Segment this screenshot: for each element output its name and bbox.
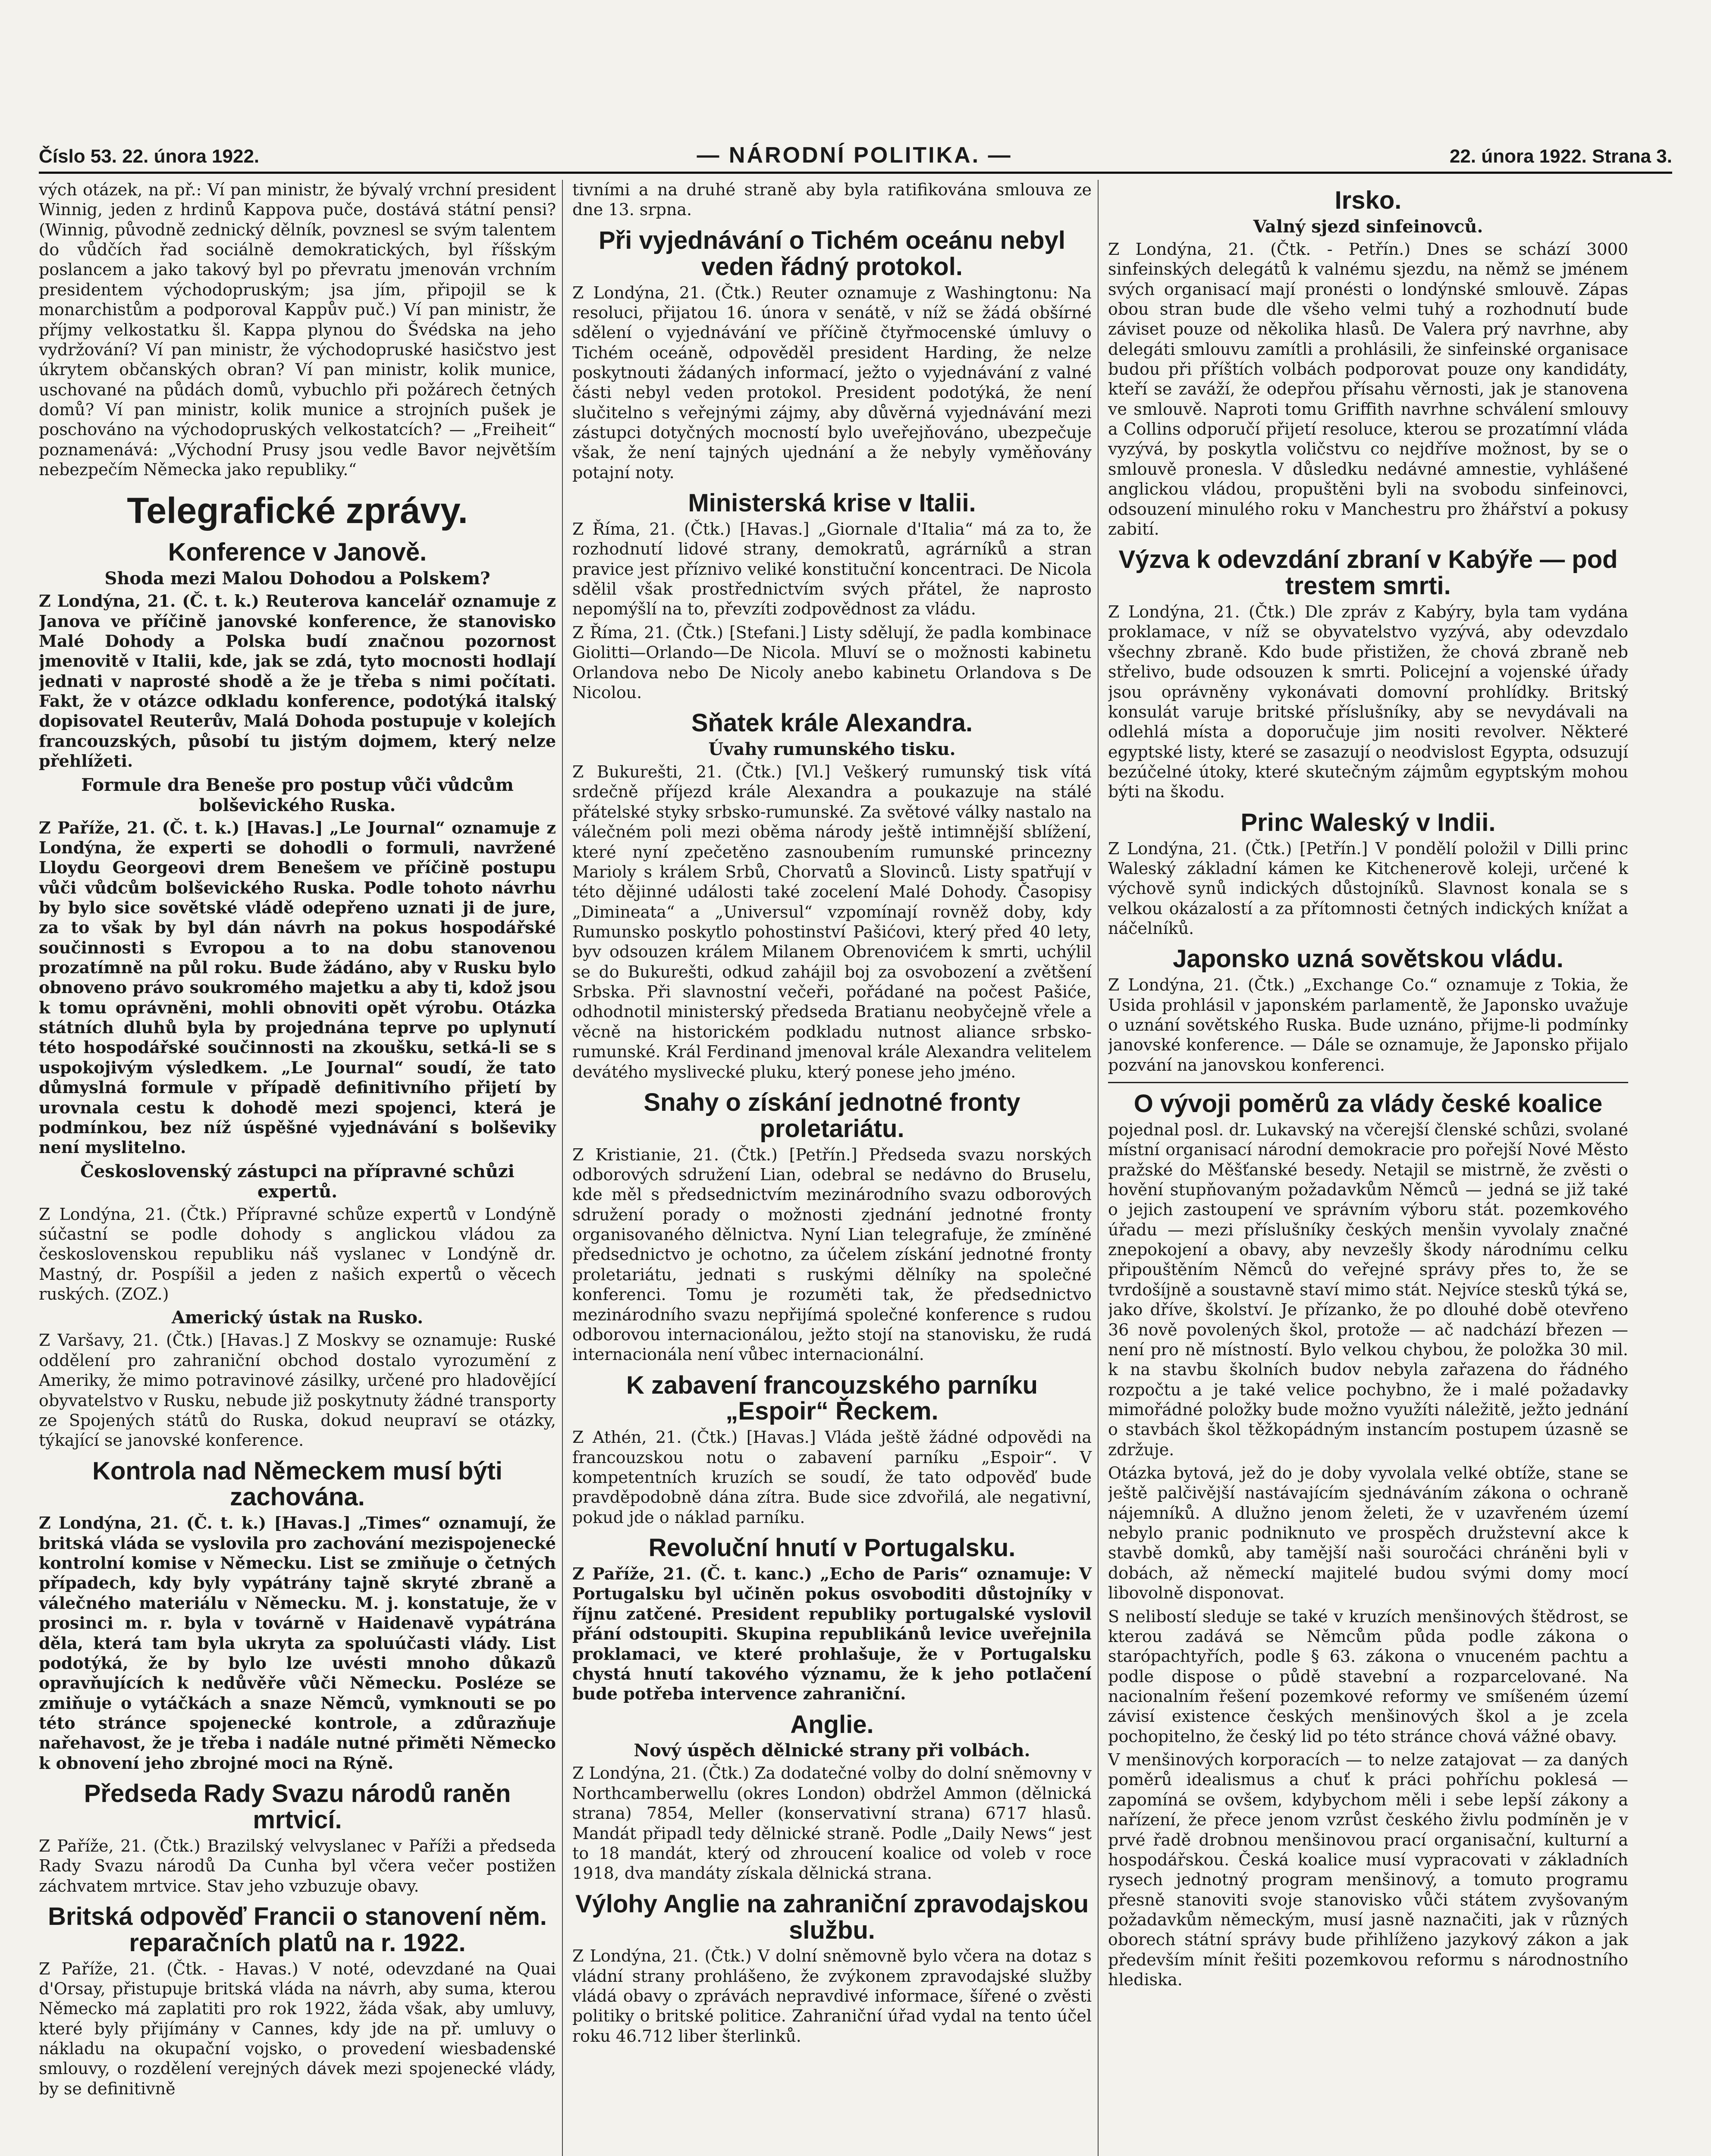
article-headline: Anglie. (790, 1710, 874, 1739)
newspaper-title: — NÁRODNÍ POLITIKA. — (697, 143, 1012, 168)
article-body: Z Londýna, 21. (Čtk. - Petřín.) Dnes se schází 3000 sinfeinských delegátů k valnému sjezdu, na němž se jménem svých organisací mají pronésti o londýnské smlouvě. Zápas obou stran bude dle všeho velmi tuhý a rozhodnutí bude záviset pouze od několika hlasů. De Valera prý navrhne, aby delegáti smlouvu zamítli a prohlásili, že sinfeinské organisace budou při příštích volbách podporovat pouze ony kandidáty, kteří se zaváží, že odepřou přísahu věrnosti, jak je stanovena ve smlouvě. Naproti tomu Griffith navrhne schválení smlouvy a Collins odporučí přijetí resoluce, kterou se prozatímní vláda vyzývá, by poskytla voličstvu co nejdříve možnost, by se o smlouvě pronesla. V důsledku nedávné amnestie, vyhlášené anglickou vládou, propuštěni byli na svobodu sinfeinovci, odsouzení minulého roku v Manchestru pro žhářství a pokusy zabití. (1108, 239, 1628, 539)
column-3 (1108, 180, 1634, 2156)
article-headline: Předseda Rady Svazu národů raněn mrtvicí. (84, 1780, 511, 1834)
article-continuation: vých otázek, na př.: Ví pan ministr, že bývalý vrchní president Winnig, jeden z hrdinů Kappova puče, dostává státní pensi? (Winnig, původně zednický dělník, povznesl se svým talentem do vůdčích řad sociálně demokratických, byl říšským poslancem a jako takový byl po převratu jmenován vrchním presidentem východopruským; jsa jím, připojil se k monarchistům a podporoval Kappův puč.) Ví pan ministr, že příjmy velkostatku šl. Kappa plynou do Švédska na jeho vydržování? Ví pan ministr, že východopruské hasičstvo jest úkrytem občanských obran? Ví pan ministr, kolik munice, uschované na půdách domů, vybuchlo při požárech četných domů? Ví pan ministr, kolik munice a strojních pušek je poschováno na východopruských velkostatcích? — „Freiheit“ poznamenává: „Východní Prusy jsou vedle Bavor největším nebezpečím Německa jako republiky.“ (39, 180, 556, 479)
section-heading: Telegrafické zprávy. (127, 490, 468, 531)
article-headline: O vývoji poměrů za vlády české koalice (1133, 1090, 1603, 1118)
article-subheadline: Americký ústak na Rusko. (171, 1307, 424, 1328)
article-headline: Britská odpověď Francii o stanovení něm. reparačních platů na r. 1922. (48, 1902, 547, 1957)
article-body: Z Paříže, 21. (Čtk.) Brazilský velvyslanec v Paříži a předseda Rady Svazu národů Da Cunha byl včera večer postižen záchvatem mrtvice. Stav jeho vzbuzuje obavy. (39, 1836, 556, 1896)
article-subheadline: Nový úspěch dělnické strany při volbách. (634, 1740, 1030, 1761)
article-headline: Při vyjednávání o Tichém oceánu nebyl veden řádný protokol. (599, 226, 1065, 281)
article-body: Z Londýna, 21. (Čtk.) [Petřín.] V pondělí položil v Dilli princ Waleský základní kámen ke Kitchenerově koleji, určené k výchově synů indických důstojníků. Slavnost konala se s velkou okázalostí a za přítomnosti četných indických knížat a náčelníků. (1108, 839, 1628, 938)
article-headline: Irsko. (1334, 186, 1402, 214)
article-subheadline: Formule dra Beneše pro postup vůči vůdcům bolševického Ruska. (81, 774, 514, 815)
article-headline: Výzva k odevzdání zbraní v Kabýře — pod trestem smrti. (1118, 545, 1618, 600)
article-headline: Revoluční hnutí v Portugalsku. (648, 1534, 1016, 1562)
article-subheadline: Shoda mezi Malou Dohodou a Polskem? (104, 568, 490, 589)
column-2 (572, 180, 1099, 2156)
page-number: 22. února 1922. Strana 3. (1449, 146, 1672, 167)
article-body: Z Londýna, 21. (Čtk.) V dolní sněmovně bylo včera na dotaz s vládní strany prohlášeno, že zvýkonem zpravodajské služby vládá obavy o zprávách nepravdivé informace, šířené o zvěsti politiky o britské politice. Zahraniční úřad vydal na tento účel roku 46.712 liber šterlinků. (572, 1946, 1092, 2046)
article-body: Z Londýna, 21. (Čtk.) Reuter oznamuje z Washingtonu: Na resoluci, přijatou 16. února v senátě, v níž se žádá obšírné sdělení o vyjednávání ve příčině čtyřmocenské úmluvy o Tichém oceáně, odpověděl president Harding, že nelze poskytnouti žádaných informací, ježto o vyjednávání z valné části nebyl veden protokol. President podotýká, že není slučitelno s veřejnými zájmy, aby důvěrná vyjednávání mezi zástupci dotyčných mocností bylo uveřejňováno, ubezpečuje však, že není tajných ujednání a že nebyly vyměňovány potajní noty. (572, 283, 1092, 482)
article-body: Z Londýna, 21. (Čtk.) „Exchange Co.“ oznamuje z Tokia, že Usida prohlásil v japonském parlamentě, že Japonsko uvažuje o uznání sovětského Ruska. Bude uznáno, přijme-li podmínky janovské konference. — Dále se oznamuje, že Japonsko přijalo pozvání na janovskou konferenci. (1108, 975, 1628, 1075)
article-headline: Princ Waleský v Indii. (1240, 808, 1496, 837)
article-continuation: tivními a na druhé straně aby byla ratifikována smlouva ze dne 13. srpna. (572, 180, 1092, 219)
columns (39, 180, 1672, 2156)
article-body: V menšinových korporacích — to nelze zatajovat — za daných poměrů idealismus a chuť k práci pohříchu poklesá — zapomíná se ovšem, kdybychom měli i sebe lepší zákony a nařízení, že přece jenom vzrůst českého živlu podmíněn je v prvé řadě drobnou menšinovou prací organisační, kulturní a hospodářskou. Česká koalice musí vypracovati v základních rysech jednotný program menšinový, a tomuto programu přesně stanoviti svoje stanovisko vůči státem zvyšovaným požadavkům německým, musí jasně naznačiti, jak v různých oborech státní správy bude přihlíženo jazykový zákon a jak především mínit řešiti pozemkovou reformu s národnostního hlediska. (1108, 1750, 1628, 1990)
column-1 (39, 180, 563, 2156)
divider (1108, 1082, 1628, 1083)
article-body: Z Paříže, 21. (Čtk. - Havas.) V noté, odevzdané na Quai d'Orsay, přistupuje britská vláda na návrh, aby suma, kterou Německo má zaplatiti pro rok 1922, žáda však, aby umluvy, které byly přijímány v Cannes, kdy jde na př. umluvy o nákladu na okupační vojsko, o provedení wiesbadenské smlouvy, o rozdělení verejných dávek mezi spojenecké vlády, by se definitivně (39, 1959, 556, 2098)
article-subheadline: Úvahy rumunského tisku. (708, 739, 956, 760)
article-body: Z Londýna, 21. (Č. t. k.) Reuterova kancelář oznamuje z Janova ve příčině janovské konference, že stanovisko Malé Dohody a Polska budí značnou pozornost jmenovitě v Italii, kde, jak se zdá, tyto mocnosti hodlají jednati v naprosté shodě a že je třeba s nimi počítati. Fakt, že v otázce odkladu konference, podotýká italský dopisovatel Reuterův, Malá Dohoda postupuje v kolejích francouzských, působí tu jistým dojmem, který nelze přehlížeti. (39, 591, 556, 771)
article-headline: Ministerská krise v Italii. (688, 489, 976, 517)
article-subheadline: Valný sjezd sinfeinovců. (1253, 216, 1483, 237)
article-body: Z Athén, 21. (Čtk.) [Havas.] Vláda ještě žádné odpovědi na francouzskou notu o zabavení parníku „Espoir“. V kompetentních kruzích se soudí, že tato odpověď bude pravděpodobně dána zítra. Bude sice zdvořilá, ale negativní, pokud jde o náklad parníku. (572, 1428, 1092, 1527)
article-body: Z Londýna, 21. (Čtk.) Za dodatečné volby do dolní sněmovny v Northcamberwellu (okres London) obdržel Ammon (dělnická strana) 7854, Meller (konservativní strana) 6717 hlasů. Mandát připadl tedy dělnické straně. Podle „Daily News“ jest to 18 mandát, který od zhroucení koalice od voleb v roce 1918, dva mandáty získala dělnická strana. (572, 1764, 1092, 1883)
article-headline: Japonsko uzná sovětskou vládu. (1173, 945, 1563, 973)
article-headline: Sňatek krále Alexandra. (691, 709, 973, 737)
article-headline: K zabavení francouzského parníku „Espoir“ Řeckem. (626, 1371, 1038, 1426)
issue-number: Číslo 53. 22. února 1922. (39, 146, 260, 167)
article-body: Z Londýna, 21. (Čtk.) Dle zpráv z Kabýry, byla tam vydána proklamace, v níž se obyvatelstvo vyzývá, aby odevzdalo všechny zbraně. Kdo bude přistižen, že chová zbraně neb střelivo, bude odsouzen k smrti. Policejní a vojenské úřady jsou oprávněny vykonávati domovní prohlídky. Britský konsulát varuje britské příslušníky, aby se nevydávali na odlehlá místa a doporučuje jim nositi revolver. Některé egyptské listy, které se zasazují o neodvislost Egypta, odsuzují bezúčelné útoky, které skutečným zájmům egyptským mohou býti na škodu. (1108, 602, 1628, 802)
article-headline: Kontrola nad Německem musí býti zachována. (92, 1457, 502, 1511)
article-headline: Výlohy Anglie na zahraniční zpravodajskou službu. (575, 1890, 1089, 1944)
article-headline: Snahy o získání jednotné fronty proletariátu. (644, 1088, 1020, 1143)
article-body: Z Londýna, 21. (Č. t. k.) [Havas.] „Times“ oznamují, že britská vláda se vyslovila pro zachování mezispojenecké kontrolní komise v Německu. List se zmiňuje o četných případech, kdy byly vypátrány tajně skryté zbraně a válečného materiálu v Německu. M. j. konstatuje, že v prosinci m. r. byla v továrně v Haidenavě vypátrána děla, která tam byla ukryta za spoluúčasti vlády. List podotýká, že by bylo lze uvésti mnoho důkazů opravňujících k nedůvěře vůči Německu. Posléze se zmiňuje o vytáčkách a snaze Němců, vymknouti se po této stránce spojenecké kontrole, a zdůrazňuje nařehavost, že je třeba i nadále nutné přiměti Německo k obnovení jeho zbrojné moci na Rýně. (39, 1513, 556, 1773)
article-body: Otázka bytová, jež do je doby vyvolala velké obtíže, stane se ještě palčivější nastávajícím sjednáváním zákona o ochraně nájemníků. A dlužno jenom želeti, že v uzavřeném území nebylo pranic podniknuto ve prospěch družstevní akce k stavbě domků, aby tamější naši souročáci chráněni byli v dobách, až německí majitelé budou svými domy mocí libovolně disponovat. (1108, 1463, 1628, 1603)
article-body: pojednal posl. dr. Lukavský na včerejší členské schůzi, svolané místní organisací národní demokracie pro pořejší Nové Město pražské do Měšťanské besedy. Netajil se mistrně, že zvěsti o hovění stupňovaným požadavkům Němců — jedná se již také o jejich zastoupení ve správním výboru stát. pozemkového úřadu — mezi příslušníky českých menšin vyvolaly značné znepokojení a obavy, aby nevzešly škody národnímu celku připouštěním Němců do veřejné správy přes to, že se tvrdošíjně a soustavně staví mimo stát. Nejvíce stesků týká se, jako dříve, školství. Je přízanko, že po dlouhé době otevřeno 36 nově povolených škol, protože — ač nadchází březen — není pro ně místností. Bylo velkou chybou, že položka 30 mil. k na stavbu školních budov nebyla zařazena do řádného rozpočtu a je také velice pochybno, že i malé požadavky mimořádné položky bude možno využíti náležitě, ježto jednání o stavbách škol těžkopádným instancím postupem úzasně se zdržuje. (1108, 1120, 1628, 1459)
article-subheadline: Československý zástupci na přípravné schůzi expertů. (80, 1161, 515, 1202)
article-body: S nelibostí sleduje se také v kruzích menšinových štědrost, se kterou zadává se Němcům půda podle zákona o starópachtyřích, podle § 63. zákona o vnuceném pachtu a podle dispose o půdě stavební a rozparcelované. Na nacionalním řešení pozemkové reformy ve smíšeném území závisí existence českých menšinových škol a je zcela pochopitelno, že český lid po této stránce chová vážné obavy. (1108, 1607, 1628, 1746)
article-body: Z Říma, 21. (Čtk.) [Havas.] „Giornale d'Italia“ má za to, že rozhodnutí lidové strany, demokratů, agrárníků a stran pravice jest příznivo veliké konstituční koncentraci. De Nicola sdělil však prostřednictvím svých přátel, že naprosto nepomýšlí na to, převzíti zodpovědnost za vládu. (572, 519, 1092, 619)
masthead (39, 142, 1672, 174)
article-headline: Konference v Janově. (168, 538, 427, 567)
article-body: Z Varšavy, 21. (Čtk.) [Havas.] Z Moskvy se oznamuje: Ruské oddělení pro zahraniční obchod dostalo vyrozumění z Ameriky, že mimo potravinové zásilky, určené pro hladovějící obyvatelstvo v Rusku, nebude již poskytnuty žádné transporty ze Spojených států do Ruska, dokud neupraví se otázky, týkající se janovské konference. (39, 1331, 556, 1450)
article-body: Z Paříže, 21. (Č. t. k.) [Havas.] „Le Journal“ oznamuje z Londýna, že experti se dohodli o formuli, navržené Lloydu Georgeovi drem Benešem ve příčině postupu vůči vůdcům bolševického Ruska. Podle tohoto návrhu by bylo sice sovětské vládě odepřeno uznati ji de jure, za to však by byl dán návrh na pokus hospodářské součinnosti s Evropou a to na dobu stanovenou prozatímně na půl roku. Bude žádáno, aby v Rusku bylo obnoveno právo soukromého majetku a aby ti, kdož jsou k tomu oprávněni, mohli obnoviti opět výrobu. Otázka státních dluhů byla by projednána teprve po uplynutí této hospodářské součinnosti na zkoušku, setká-li se s uspokojivým výsledkem. „Le Journal“ soudí, že tato důmyslná formule v případě definitivního přijetí by urovnala cestu k dohodě mezi spojenci, která je podmínkou, bez níž úspěšné vyjednávání s bolševiky není myslitelno. (39, 818, 556, 1157)
article-body: Z Říma, 21. (Čtk.) [Stefani.] Listy sdělují, že padla kombinace Giolitti—Orlando—De Nicola. Mluví se o možnosti kabinetu Orlandova nebo De Nicoly anebo kabinetu Orlandova s De Nicolou. (572, 623, 1092, 702)
article-body: Z Bukurešti, 21. (Čtk.) [Vl.] Veškerý rumunský tisk vítá srdečně příjezd krále Alexandra a poukazuje na stálé přátelské styky srbsko-rumunské. Za světové války nastalo na válečném poli mezi oběma národy ještě intimnější sblížení, které nyní zpečetěno zasnoubením rumunské princezny Marioly s králem Srbů, Chorvatů a Slovinců. Listy spatřují v této dějinné události také zocelení Malé Dohody. Časopisy „Dimineata“ a „Universul“ vzpomínají rovněž doby, kdy Rumunsko poskytlo pohostinství Pašićovi, který před 40 lety, byv odsouzen králem Milanem Obrenovićem k smrti, uchýlil se do Bukurešti, odkud zahájil boj za osvobození a zvětšení Srbska. Při slavnostní večeři, pořádané na počest Pašiće, odhodnotil ministerský předseda Bratianu neobyčejně vřele a věcně na historickém podkladu nutnost aliance srbsko-rumunské. Král Ferdinand jmenoval krále Alexandra velitelem devátého myslivecké pluku, který ponese jeho jméno. (572, 762, 1092, 1081)
article-body: Z Kristianie, 21. (Čtk.) [Petřín.] Předseda svazu norských odborových sdružení Lian, odebral se nedávno do Bruselu, kde měl s předsednictvím mezinárodního svazu odborových sdružení porady o možnosti zjednání jednotné fronty organisovaného dělnictva. Nyní Lian telegrafuje, že zmíněné předsednictvo je ochotno, za účelem získání jednotné fronty proletariátu, jednati s ruskými dělníky na společné konferenci. Tomu je rozuměti tak, že předsednictvo mezinárodního svazu nepřijímá společné konference s rudou odborovou internacionálou, ježto stojí na stanovisku, že rudá internacionála není vůbec internacionální. (572, 1145, 1092, 1364)
article-body: Z Paříže, 21. (Č. t. kanc.) „Echo de Paris“ oznamuje: V Portugalsku byl učiněn pokus osvoboditi důstojníky v říjnu zatčené. President republiky portugalské vyslovil přání odstoupiti. Skupina republikánů levice uveřejnila proklamaci, ve které prohlašuje, že v Portugalsku chystá hnutí takového významu, že k jeho potlačení bude potřeba intervence zahraniční. (572, 1564, 1092, 1704)
article-body: Z Londýna, 21. (Čtk.) Přípravné schůze expertů v Londýně súčastní se podle dohody s anglickou vládou za československou republiku náš vyslanec v Londýně dr. Mastný, dr. Pospíšil a jeden z našich expertů o věcech ruských. (ZOZ.) (39, 1204, 556, 1304)
